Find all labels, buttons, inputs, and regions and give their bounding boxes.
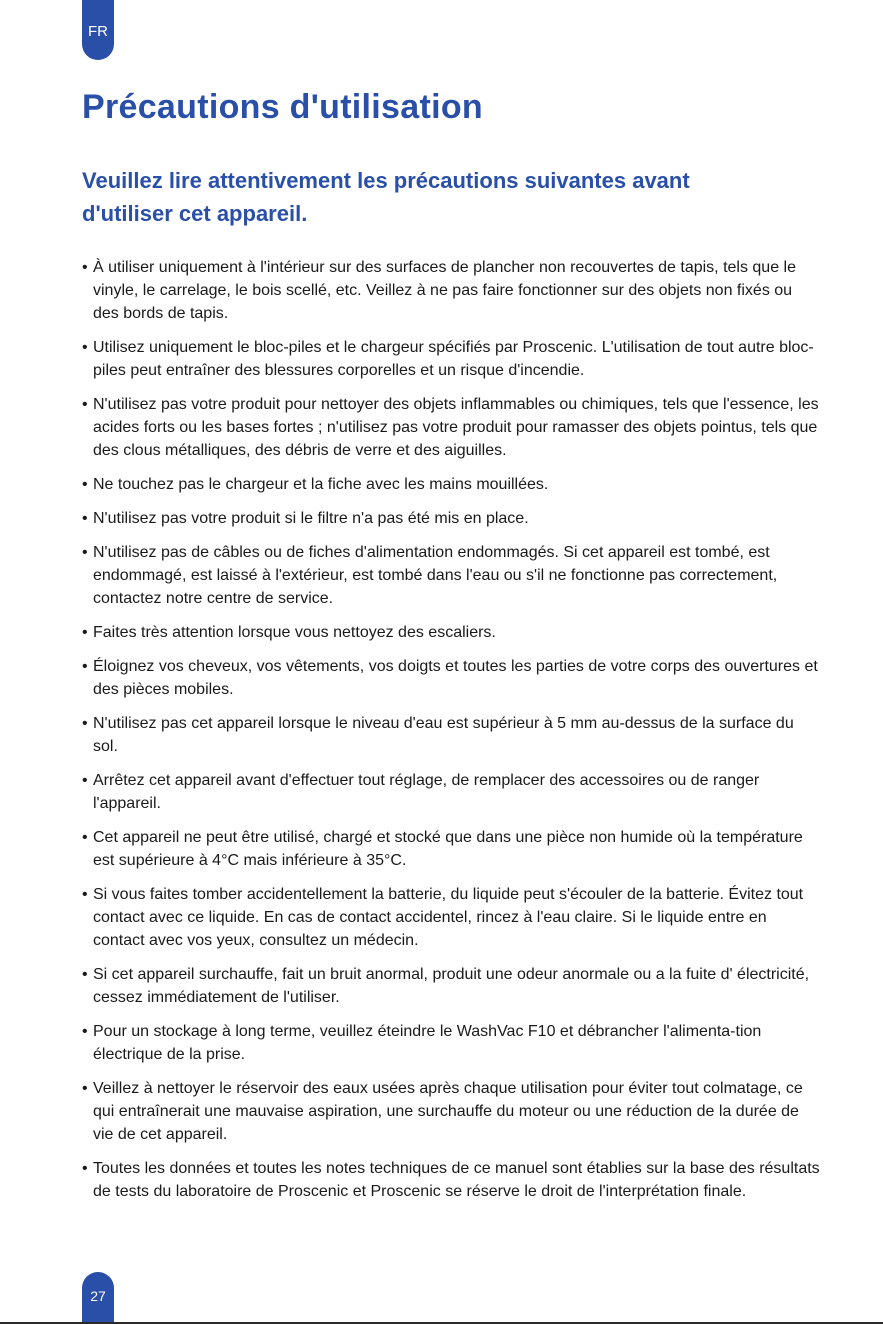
page-title: Précautions d'utilisation xyxy=(82,88,483,126)
precaution-item: • Faites très attention lorsque vous nettoyez des escaliers. xyxy=(82,621,822,644)
precaution-item: • Éloignez vos cheveux, vos vêtements, vos doigts et toutes les parties de votre corps des ouvertures et des pièces mobiles. xyxy=(82,655,822,701)
page-number: 27 xyxy=(82,1272,114,1324)
precaution-item: • Cet appareil ne peut être utilisé, chargé et stocké que dans une pièce non humide où la température est supérieure à 4°C mais inférieure à 35°C. xyxy=(82,826,822,872)
precaution-item: • Utilisez uniquement le bloc-piles et le chargeur spécifiés par Proscenic. L'utilisation de tout autre bloc-piles peut entraîner des blessures corporelles et un risque d'incendie. xyxy=(82,336,822,382)
precaution-item: • N'utilisez pas votre produit pour nettoyer des objets inflammables ou chimiques, tels que l'essence, les acides forts ou les bases fortes ; n'utilisez pas votre produit pour ramasser des objets pointus, tels que des clous métalliques, des débris de verre et des aiguilles. xyxy=(82,393,822,462)
precaution-item: • Pour un stockage à long terme, veuillez éteindre le WashVac F10 et débrancher l'alimenta-tion électrique de la prise. xyxy=(82,1020,822,1066)
precaution-item: • N'utilisez pas votre produit si le filtre n'a pas été mis en place. xyxy=(82,507,822,530)
precaution-item: • N'utilisez pas cet appareil lorsque le niveau d'eau est supérieur à 5 mm au-dessus de la surface du sol. xyxy=(82,712,822,758)
precaution-item: • Arrêtez cet appareil avant d'effectuer tout réglage, de remplacer des accessoires ou de ranger l'appareil. xyxy=(82,769,822,815)
precautions-list xyxy=(82,256,822,1214)
precaution-item: • N'utilisez pas de câbles ou de fiches d'alimentation endommagés. Si cet appareil est tombé, est endommagé, est laissé à l'extérieur, est tombé dans l'eau ou s'il ne fonctionne pas correctement, contactez notre centre de service. xyxy=(82,541,822,610)
language-tab: FR xyxy=(82,0,114,60)
page-subtitle: Veuillez lire attentivement les précautions suivantes avant d'utiliser cet appareil. xyxy=(82,168,690,226)
precaution-item: • À utiliser uniquement à l'intérieur sur des surfaces de plancher non recouvertes de tapis, tels que le vinyle, le carrelage, le bois scellé, etc. Veillez à ne pas faire fonctionner sur des objets non fixés ou des bords de tapis. xyxy=(82,256,822,325)
precaution-item: • Si cet appareil surchauffe, fait un bruit anormal, produit une odeur anormale ou a la fuite d' électricité, cessez immédiatement de l'utiliser. xyxy=(82,963,822,1009)
precaution-item: • Toutes les données et toutes les notes techniques de ce manuel sont établies sur la base des résultats de tests du laboratoire de Proscenic et Proscenic se réserve le droit de l'interprétation finale. xyxy=(82,1157,822,1203)
precaution-item: • Veillez à nettoyer le réservoir des eaux usées après chaque utilisation pour éviter tout colmatage, ce qui entraînerait une mauvaise aspiration, une surchauffe du moteur ou une réduction de la durée de vie de cet appareil. xyxy=(82,1077,822,1146)
precaution-item: • Ne touchez pas le chargeur et la fiche avec les mains mouillées. xyxy=(82,473,822,496)
precaution-item: • Si vous faites tomber accidentellement la batterie, du liquide peut s'écouler de la batterie. Évitez tout contact avec ce liquide. En cas de contact accidentel, rincez à l'eau claire. Si le liquide entre en contact avec vos yeux, consultez un médecin. xyxy=(82,883,822,952)
